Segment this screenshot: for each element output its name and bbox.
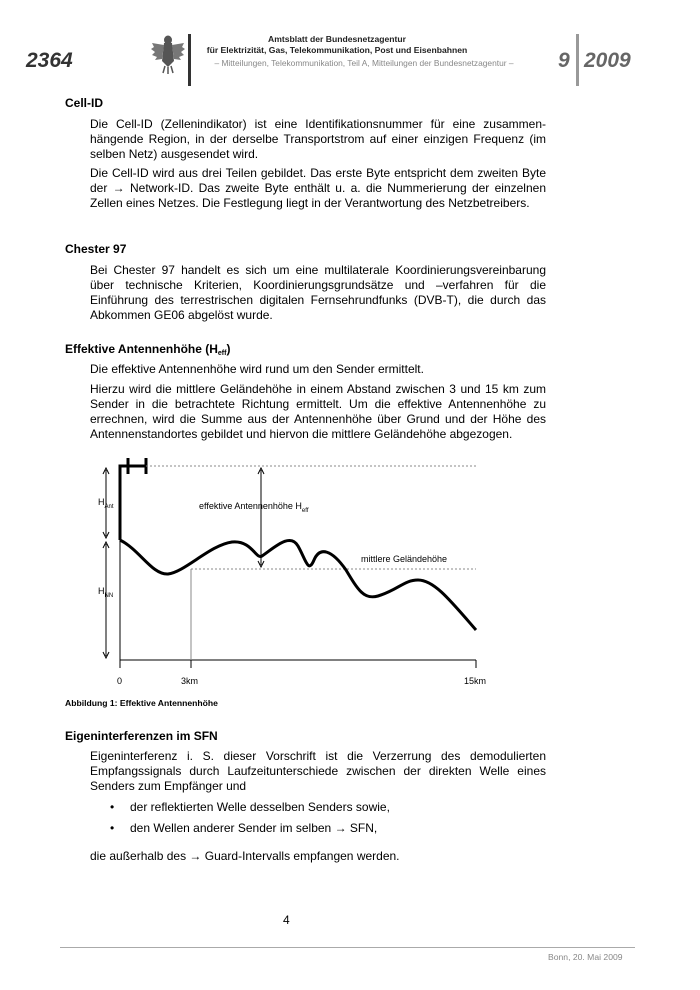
heading-antenna-end: ): [226, 342, 231, 356]
heading-cell-id: Cell-ID: [65, 96, 104, 110]
footer-page-number: 4: [283, 913, 290, 927]
bullet-icon: •: [110, 821, 115, 835]
header-subtitle: – Mitteilungen, Telekommunikation, Teil A, Mitteilungen der Bundesnetzagentur –: [214, 58, 514, 68]
header-page-number: 2364: [26, 49, 73, 72]
antenna-paragraph-2: Hierzu wird die mittlere Geländehöhe in einem Abstand zwischen 3 und 15 km zum Sender in die betrachtete Richtung ermittelt. Um die effektive Antennenhöhe zu errechnen, wird die Summe aus der Antennenhöhe über Grund und der Höhe des Antennenstandortes gebildet und hiervon die mittlere Geländehöhe abgezogen.: [90, 382, 546, 441]
heading-chester: Chester 97: [65, 242, 127, 256]
header-issue: 9: [558, 49, 570, 72]
header-title-line1: Amtsblatt der Bundesnetzagentur: [268, 34, 406, 44]
header-title-line2: für Elektrizität, Gas, Telekommunikation, Post und Eisenbahnen: [206, 45, 468, 55]
footer-date: Bonn, 20. Mai 2009: [548, 952, 623, 962]
label-hant: $H_{Ant}$: [98, 497, 114, 510]
list-item-text: der reflektierten Welle desselben Senders sowie,: [130, 800, 390, 814]
cell-id-paragraph-2: Die Cell-ID wird aus drei Teilen gebildet. Das erste Byte entspricht dem zweiten Byte der → Network-ID. Das zweite Byte enthält u. a. die Nummerierung der einzelnen Zellen eines Netzes. Die Festlegung liegt in der Verantwortung des Netzbetreibers.: [90, 166, 546, 210]
antenna-mast: [120, 458, 146, 540]
x-tick-label-3km: 3km: [181, 676, 199, 686]
label-hnn: $H_{NN}$: [98, 586, 114, 599]
heading-sfn: Eigeninterferenzen im SFN: [65, 729, 218, 743]
list-item-text: den Wellen anderer Sender im selben → SFN,: [130, 821, 378, 835]
figure-caption: Abbildung 1: Effektive Antennenhöhe: [65, 698, 218, 708]
heading-antenna-sub: eff: [217, 350, 227, 357]
cell-id-paragraph-1: Die Cell-ID (Zellenindikator) ist eine Identifikationsnummer für eine zusammenhängende Region, in der derselbe Transportstrom auf einer einzigen Frequenz (im selben Netz) ausgesendet wird.: [90, 117, 546, 161]
label-heff: effektive Antennenhöhe $H_{eff}$: [199, 501, 309, 514]
antenna-paragraph-1: Die effektive Antennenhöhe wird rund um den Sender ermittelt.: [90, 362, 424, 376]
sfn-paragraph-1: Eigeninterferenz i. S. dieser Vorschrift ist die Verzerrung des demodulierten Empfangssignals durch Laufzeitunterschiede zwischen der direkten Welle eines Senders zum Empfänger und: [90, 749, 546, 793]
chester-paragraph: Bei Chester 97 handelt es sich um eine multilaterale Koordinierungsvereinbarung über technische Kriterien, Koordinierungsgrundsätze und –verfahren für die Einführung des terrestrischen digitalen Fernsehrundfunks (DVB-T), die durch das Abkommen GE06 abgelöst wurde.: [90, 263, 546, 322]
header-year: 2009: [584, 49, 631, 72]
heading-antenna-text: Effektive Antennenhöhe (H: [65, 342, 218, 356]
x-tick-label-0: 0: [117, 676, 123, 686]
footer-divider: [60, 947, 635, 948]
sfn-paragraph-2: die außerhalb des → Guard-Intervalls empfangen werden.: [90, 849, 400, 863]
label-mean-terrain: mittlere Geländehöhe: [361, 554, 448, 564]
bullet-icon: •: [110, 800, 115, 814]
x-tick-label-15km: 15km: [464, 676, 487, 686]
